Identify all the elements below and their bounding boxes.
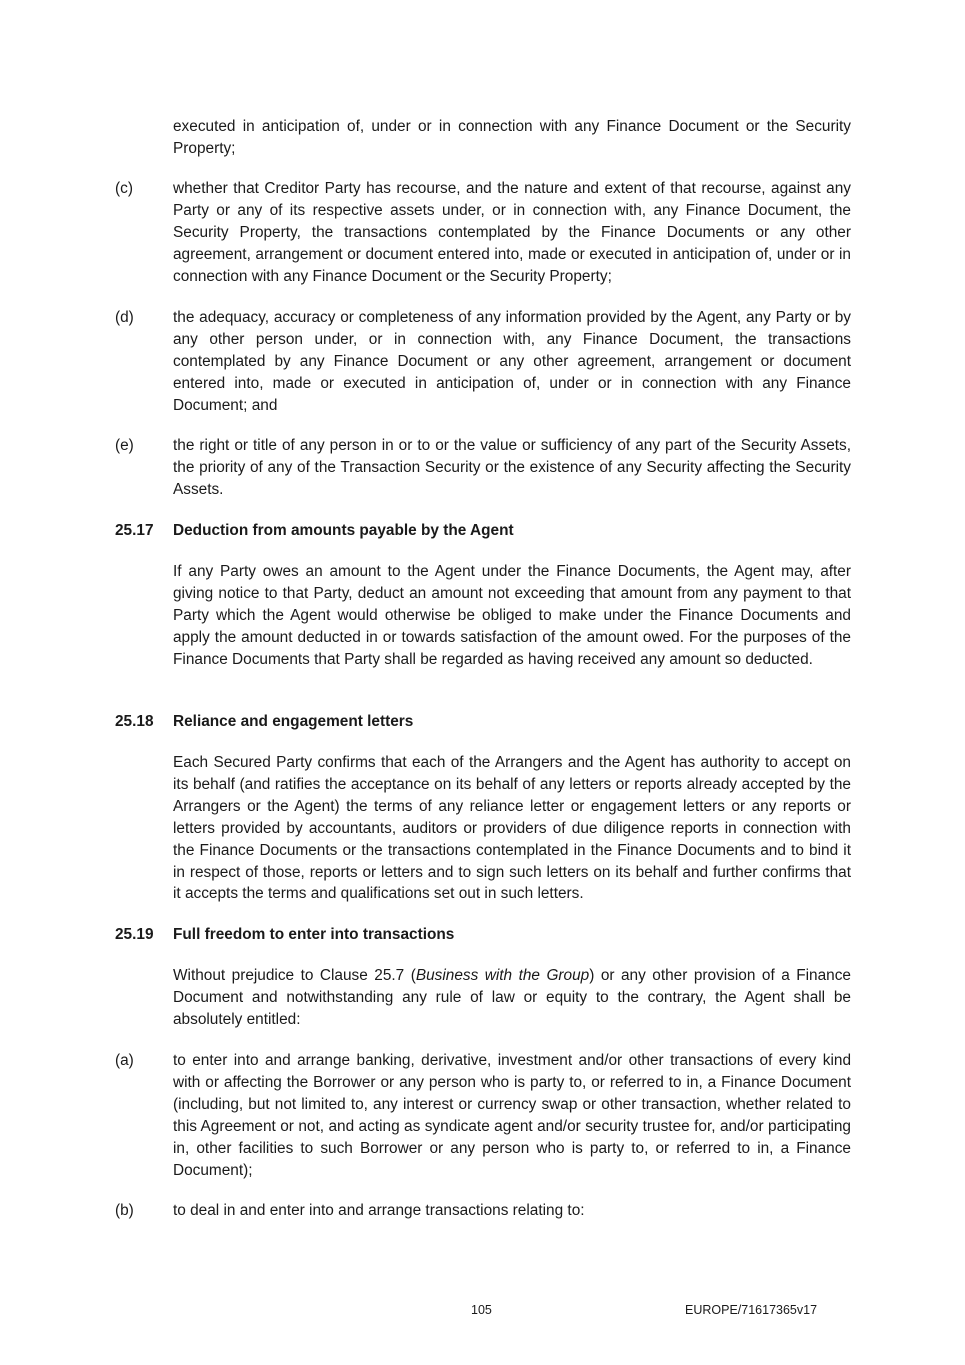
item-label-d: (d): [115, 309, 134, 326]
section-body-25-18: Each Secured Party confirms that each of the Arrangers and the Agent has authority to accept on its behalf (and ratifies the acceptance on its behalf of any letters or reports already accepted by the Arrangers or the Agent) the terms of any reliance letter or engagement letters or any reports or letters provided by accountants, auditors or providers of due diligence reports in connection with the Finance Documents or the transactions contemplated in the Finance Documents and to bind it in respect of those, reports or letters and to sign such letters on its behalf and further confirms that it accepts the terms and qualifications set out in such letters.: [173, 754, 851, 903]
section-number-25-17: 25.17: [115, 522, 154, 539]
section-number-25-19: 25.19: [115, 926, 154, 943]
item-text-a: to enter into and arrange banking, derivative, investment and/or other transactions of every kind with or affecting the Borrower or any person who is party to, or referred to in, a Finance Document (including, but not limited to, any interest or currency swap or other transaction, whether related to this Agreement or not, and acting as syndicate agent and/or security trustee for, and/or participating in, other facilities to such Borrower or any person who is party to, or referred to in, a Finance Document);: [173, 1052, 851, 1179]
item-text-d: the adequacy, accuracy or completeness of any information provided by the Agent, any Party or by any other person under, or in connection with, any Finance Document, the transactions contemplated by any Finance Document or any other agreement, arrangement or document entered into, made or executed in anticipation of, under or in connection with any Finance Document; and: [173, 309, 851, 414]
section-body-25-19: [173, 965, 851, 1031]
continuation-paragraph: executed in anticipation of, under or in connection with any Finance Document or the Security Property;: [173, 118, 851, 157]
item-label-e: (e): [115, 437, 134, 454]
section-body-25-19-pre: Without prejudice to Clause 25.7 (: [173, 967, 416, 984]
section-title-25-17: Deduction from amounts payable by the Agent: [173, 522, 514, 539]
section-title-25-19: Full freedom to enter into transactions: [173, 926, 455, 943]
section-body-25-19-post: ) or any other provision of a Finance Document and notwithstanding any rule of law or equity to the contrary, the Agent shall be absolutely entitled:: [173, 967, 851, 1028]
section-title-25-18: Reliance and engagement letters: [173, 713, 414, 730]
item-label-c: (c): [115, 180, 133, 197]
document-reference: EUROPE/71617365v17: [685, 1303, 818, 1317]
item-text-c: whether that Creditor Party has recourse, and the nature and extent of that recourse, against any Party or any of its respective assets under, or in connection with, any Finance Document, the Security Property, the transactions contemplated by the Finance Documents or any other agreement, arrangement or document entered into, made or executed in anticipation of, under or in connection with any Finance Document or the Security Property;: [173, 180, 851, 285]
item-text-b: to deal in and enter into and arrange transactions relating to:: [173, 1202, 585, 1219]
section-number-25-18: 25.18: [115, 713, 154, 730]
item-text-e: the right or title of any person in or to or the value or sufficiency of any part of the Security Assets, the priority of any of the Transaction Security or the existence of any Security affecting the Security Assets.: [173, 437, 851, 498]
section-body-25-17: If any Party owes an amount to the Agent under the Finance Documents, the Agent may, after giving notice to that Party, deduct an amount not exceeding that amount from any payment to that Party which the Agent would otherwise be obliged to make under the Finance Documents and apply the amount deducted in or towards satisfaction of the amount owed. For the purposes of the Finance Documents that Party shall be regarded as having received any amount so deducted.: [173, 563, 851, 668]
item-label-b: (b): [115, 1202, 134, 1219]
clause-reference-italic: Business with the Group: [415, 967, 590, 984]
page-number: 105: [471, 1303, 492, 1317]
item-label-a: (a): [115, 1052, 134, 1069]
